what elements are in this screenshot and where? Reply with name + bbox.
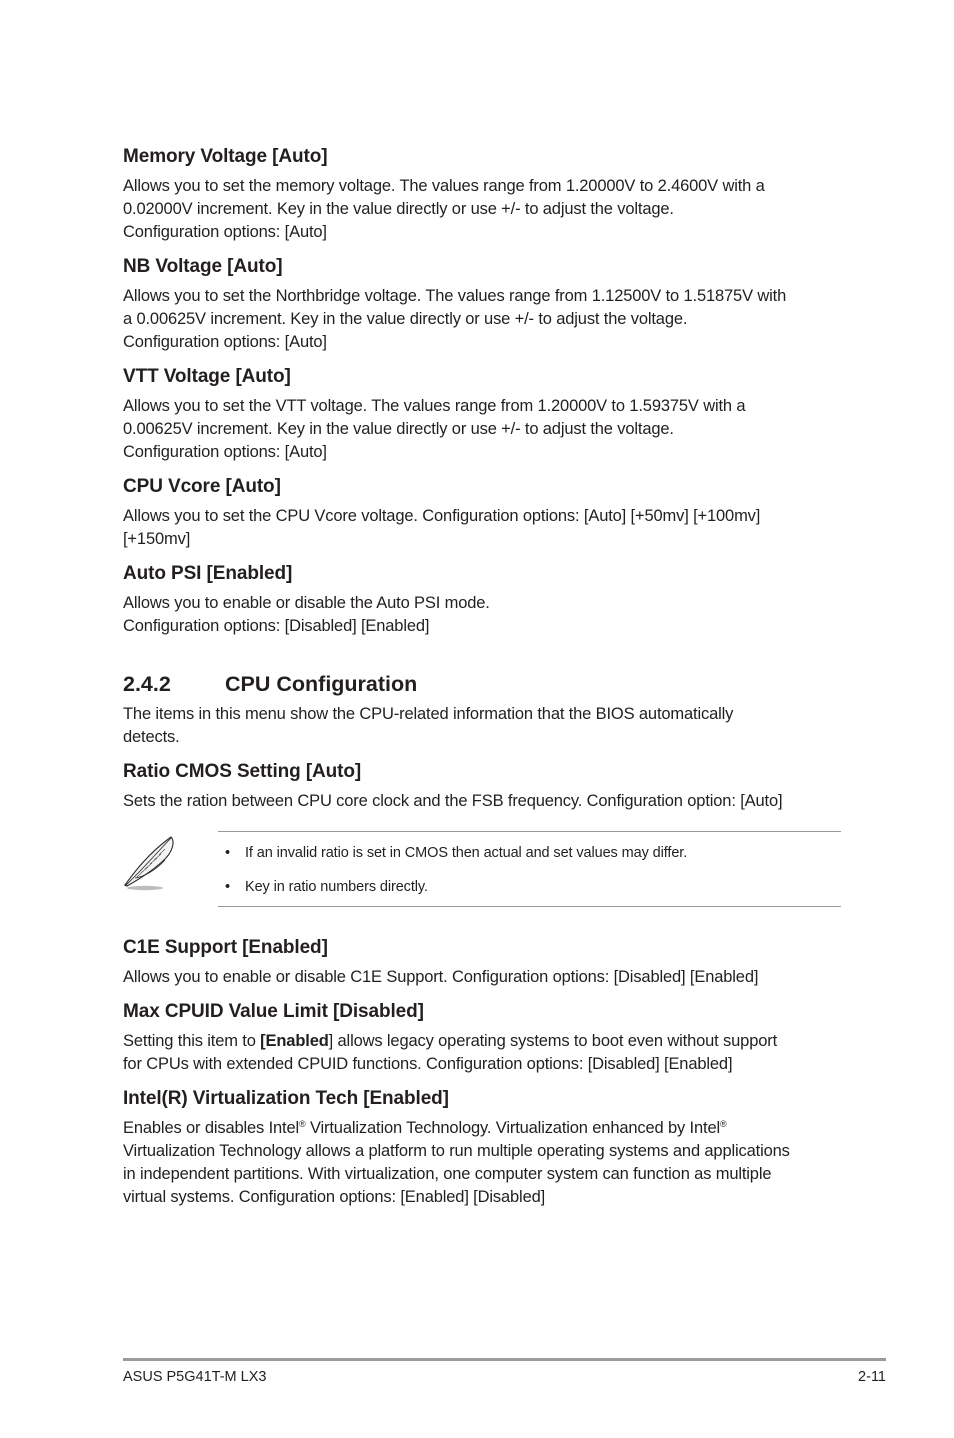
cpu-configuration-intro (123, 703, 839, 749)
section-intel-vt (123, 1086, 839, 1209)
text-run: ] allows legacy operating systems to boot even without support (328, 1032, 778, 1050)
section-line: 0.00625V increment. Key in the value directly or use +/- to adjust the voltage. (123, 420, 674, 438)
section-title: Memory Voltage [Auto] (123, 146, 328, 167)
section-line: a 0.00625V increment. Key in the value directly or use +/- to adjust the voltage. (123, 310, 688, 328)
section-line (123, 1030, 839, 1053)
section-heading-title: CPU Configuration (225, 672, 418, 696)
section-line: virtual systems. Configuration options: [Enabled] [Disabled] (123, 1188, 546, 1206)
section-title: C1E Support [Enabled] (123, 937, 328, 958)
section-max-cpuid (123, 999, 839, 1076)
section-line: [+150mv] (123, 530, 191, 548)
section-line: Allows you to enable or disable the Auto PSI mode. (123, 594, 490, 612)
bold-text-run: [Enabled (260, 1032, 329, 1050)
section-line: Sets the ration between CPU core clock and the FSB frequency. Configuration option: [Auto] (123, 792, 783, 810)
section-nb-voltage (123, 254, 839, 354)
note-box (218, 831, 841, 907)
section-line: in independent partitions. With virtualization, one computer system can function as multiple (123, 1165, 772, 1183)
note-item (225, 877, 428, 897)
section-line: Configuration options: [Auto] (123, 443, 327, 461)
note-item (225, 843, 687, 863)
section-line: Configuration options: [Disabled] [Enabled] (123, 617, 430, 635)
footer-page-number: 2-11 (858, 1369, 886, 1385)
registered-mark: ® (299, 1119, 306, 1129)
intro-line: The items in this menu show the CPU-related information that the BIOS automatically (123, 705, 734, 723)
section-line: Allows you to set the memory voltage. The values range from 1.20000V to 2.4600V with a (123, 177, 765, 195)
registered-mark: ® (720, 1119, 727, 1129)
note-block (123, 831, 839, 907)
section-title: Auto PSI [Enabled] (123, 563, 293, 584)
text-run: Enables or disables Intel (123, 1119, 300, 1137)
section-line: Allows you to set the Northbridge voltage. The values range from 1.12500V to 1.51875V with (123, 287, 787, 305)
section-memory-voltage (123, 144, 839, 244)
bullet: • (225, 845, 230, 861)
section-line: Allows you to set the CPU Vcore voltage. Configuration options: [Auto] [+50mv] [+100mv] (123, 507, 761, 525)
section-title: CPU Vcore [Auto] (123, 476, 281, 497)
section-line: 0.02000V increment. Key in the value directly or use +/- to adjust the voltage. (123, 200, 674, 218)
section-vtt-voltage (123, 364, 839, 464)
intro-line: detects. (123, 728, 180, 746)
section-line: Configuration options: [Auto] (123, 333, 327, 351)
bullet: • (225, 879, 230, 895)
section-c1e-support (123, 935, 839, 989)
section-title: Ratio CMOS Setting [Auto] (123, 761, 362, 782)
section-cpu-vcore (123, 474, 839, 551)
note-text: If an invalid ratio is set in CMOS then actual and set values may differ. (245, 845, 688, 861)
text-run: Virtualization Technology. Virtualization enhanced by Intel (305, 1119, 720, 1137)
section-number: 2.4.2 (123, 672, 171, 696)
section-title: NB Voltage [Auto] (123, 256, 283, 277)
section-line: Allows you to set the VTT voltage. The values range from 1.20000V to 1.59375V with a (123, 397, 746, 415)
note-text: Key in ratio numbers directly. (245, 879, 428, 895)
feather-pen-icon (121, 833, 179, 893)
section-title: Intel(R) Virtualization Tech [Enabled] (123, 1088, 449, 1109)
section-line: Allows you to enable or disable C1E Support. Configuration options: [Disabled] [Enabled] (123, 968, 759, 986)
section-line (123, 1117, 839, 1140)
cpu-configuration-heading (123, 670, 839, 698)
page-content (123, 144, 839, 1219)
footer-product-name: ASUS P5G41T-M LX3 (123, 1369, 267, 1385)
text-run: Setting this item to (123, 1032, 261, 1050)
section-ratio-cmos (123, 759, 839, 813)
section-auto-psi (123, 561, 839, 638)
footer-rule (123, 1358, 886, 1361)
section-title: VTT Voltage [Auto] (123, 366, 291, 387)
section-title: Max CPUID Value Limit [Disabled] (123, 1001, 424, 1022)
section-line: Configuration options: [Auto] (123, 223, 327, 241)
section-line: Virtualization Technology allows a platform to run multiple operating systems and applications (123, 1142, 790, 1160)
section-line: for CPUs with extended CPUID functions. Configuration options: [Disabled] [Enabled] (123, 1055, 733, 1073)
